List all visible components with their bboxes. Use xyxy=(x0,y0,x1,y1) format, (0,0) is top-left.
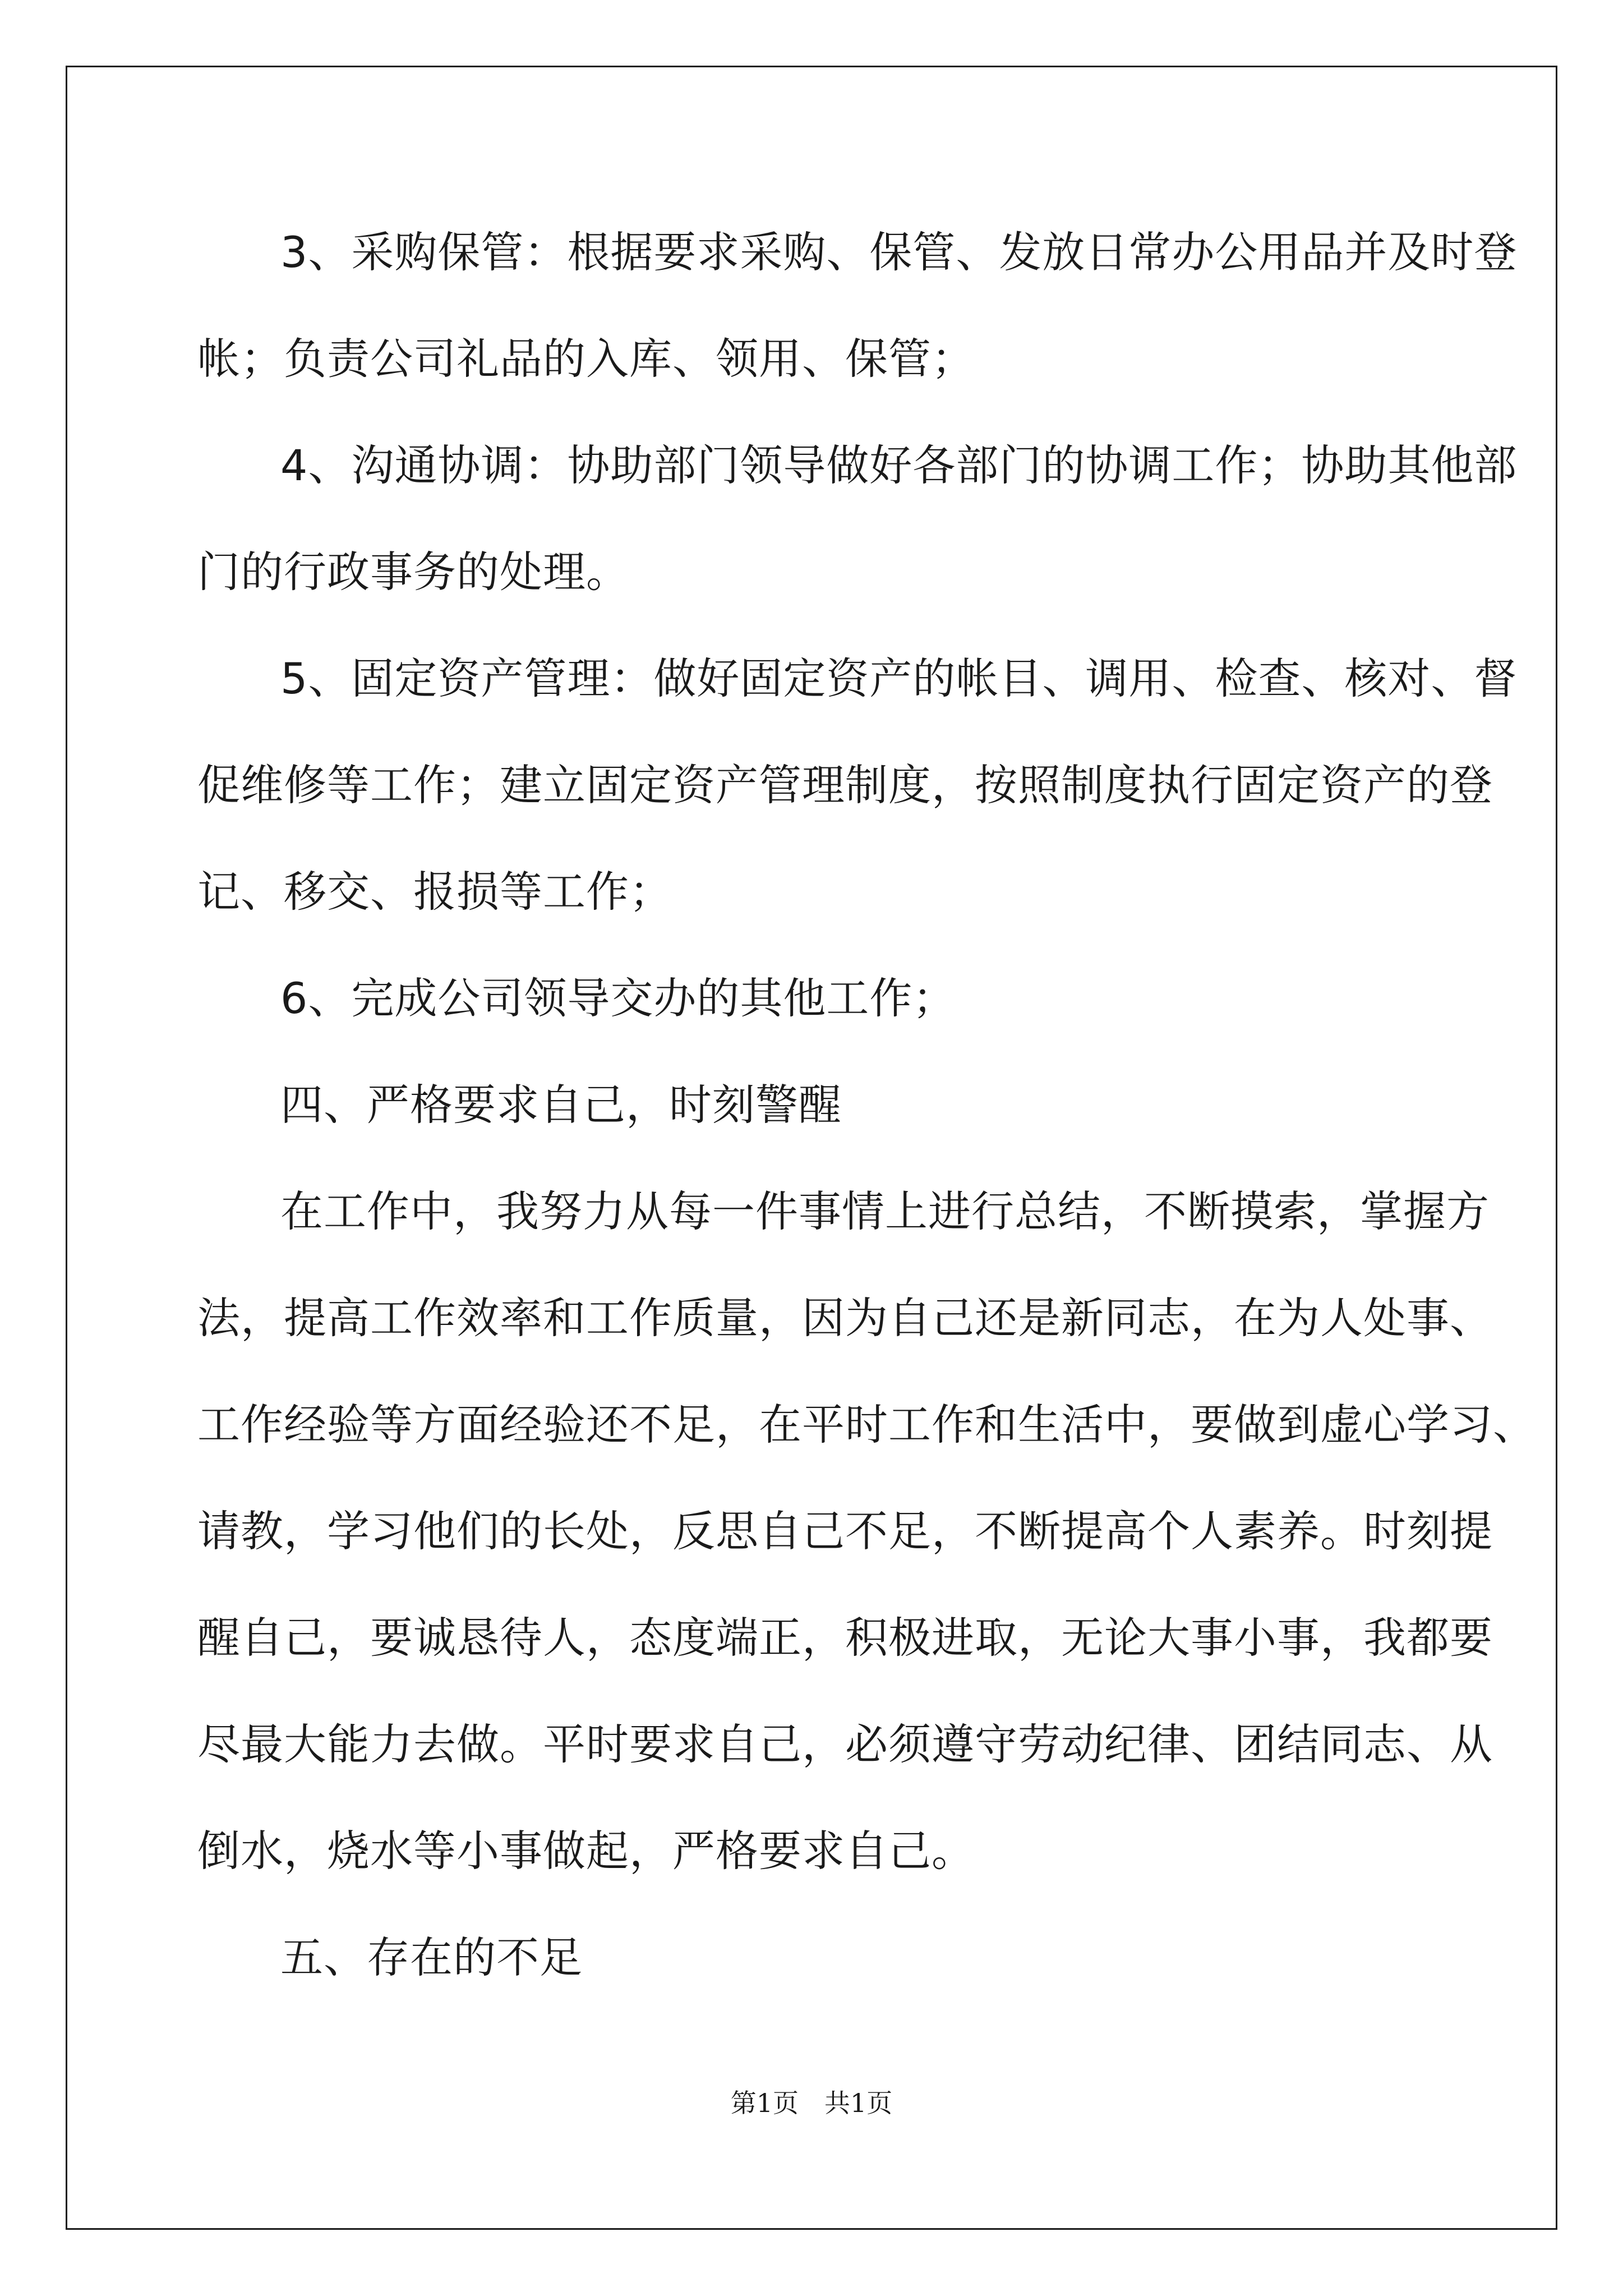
text-line: 在工作中，我努力从每一件事情上进行总结，不断摸索，掌握方 xyxy=(280,1186,1490,1236)
text-line: 3、采购保管：根据要求采购、保管、发放日常办公用品并及时登 xyxy=(280,227,1518,277)
page-number-footer: 第1页 共1页 xyxy=(730,2088,893,2118)
text-line: 门的行政事务的处理。 xyxy=(197,547,629,597)
text-line: 4、沟通协调：协助部门领导做好各部门的协调工作；协助其他部 xyxy=(280,440,1518,490)
text-line: 请教，学习他们的长处，反思自己不足，不断提高个人素养。时刻提 xyxy=(197,1506,1493,1556)
text-line: 记、移交、报损等工作； xyxy=(197,867,672,917)
text-line: 法，提高工作效率和工作质量，因为自己还是新同志，在为人处事、 xyxy=(197,1293,1493,1343)
text-line: 帐；负责公司礼品的入库、领用、保管； xyxy=(197,334,975,384)
page-border xyxy=(66,66,1557,2230)
text-line: 醒自己，要诚恳待人，态度端正，积极进取，无论大事小事，我都要 xyxy=(197,1613,1493,1663)
text-line: 尽最大能力去做。平时要求自己，必须遵守劳动纪律、团结同志、从 xyxy=(197,1719,1493,1769)
section-heading: 四、严格要求自己，时刻警醒 xyxy=(280,1080,842,1130)
text-line: 工作经验等方面经验还不足，在平时工作和生活中，要做到虚心学习、 xyxy=(197,1400,1536,1450)
text-line: 5、固定资产管理：做好固定资产的帐目、调用、检查、核对、督 xyxy=(280,654,1518,703)
section-heading: 五、存在的不足 xyxy=(280,1932,583,1982)
text-line: 倒水，烧水等小事做起，严格要求自己。 xyxy=(197,1826,975,1876)
text-line: 促维修等工作；建立固定资产管理制度，按照制度执行固定资产的登 xyxy=(197,760,1493,810)
text-line: 6、完成公司领导交办的其他工作； xyxy=(280,973,956,1023)
